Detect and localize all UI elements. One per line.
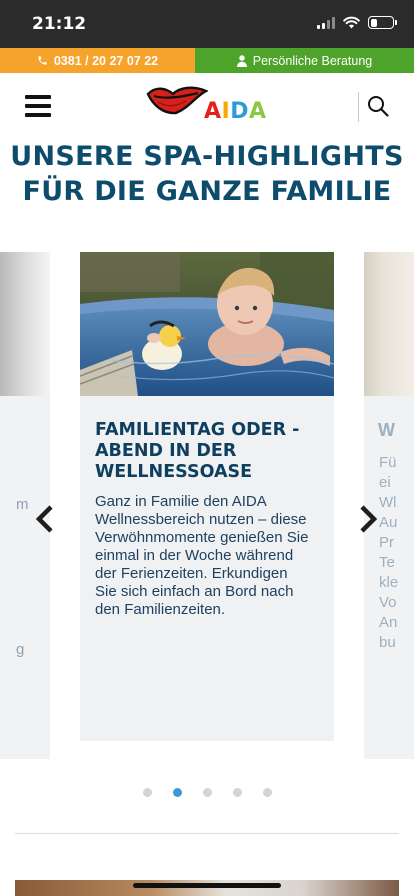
hamburger-menu-icon[interactable] (25, 95, 51, 117)
card-title-line: FAMILIENTAG ODER - (95, 420, 300, 440)
card-description-line: Sie sich einfach an Bord nach (95, 583, 294, 600)
card-title-line: ABEND IN DER (95, 441, 237, 461)
personal-advice-button[interactable] (195, 48, 414, 73)
card-description-line: einmal in der Woche während (95, 547, 294, 564)
card-image (0, 252, 50, 396)
battery-icon (368, 16, 394, 29)
page-title-line-2: FÜR DIE GANZE FAMILIE (22, 176, 392, 207)
home-indicator[interactable] (133, 883, 281, 888)
page-title-line-1: UNSERE SPA-HIGHLIGHTS (10, 141, 404, 172)
aida-logo[interactable] (146, 85, 268, 125)
pagination-dot[interactable] (233, 788, 242, 797)
card-description-line: der Ferienzeiten. Erkundigen (95, 565, 288, 582)
phone-button[interactable] (0, 48, 195, 73)
pagination-dot[interactable] (263, 788, 272, 797)
card-text-fragments: Fü ei Wl Au Pr Te kle Vo An bu (379, 454, 399, 651)
card-description-line: Wellnessbereich nutzen – diese (95, 511, 307, 528)
card-image (364, 252, 414, 396)
aida-lips-icon (146, 85, 208, 119)
phone-icon (37, 55, 48, 66)
card-description-line: den Familienzeiten. (95, 601, 226, 618)
child-in-pool-photo (80, 252, 334, 396)
card-text-fragment: g (16, 641, 25, 658)
personal-advice-label: Persönliche Beratung (252, 53, 373, 68)
card-description-line: Ganz in Familie den AIDA (95, 493, 267, 510)
carousel-pagination (0, 788, 414, 797)
carousel-card-active[interactable] (80, 252, 334, 741)
status-bar (0, 0, 414, 48)
card-description (95, 493, 325, 619)
card-title (95, 420, 320, 483)
spa-highlights-carousel (0, 252, 414, 762)
person-icon (237, 55, 247, 67)
card-image (80, 252, 334, 396)
contact-bar (0, 48, 414, 73)
search-icon[interactable] (367, 95, 389, 117)
card-description-line: Verwöhnmomente genießen Sie (95, 529, 309, 546)
header-divider (358, 92, 359, 122)
section-divider (15, 833, 399, 834)
pagination-dot[interactable] (203, 788, 212, 797)
wifi-icon (343, 16, 360, 29)
card-title-line: WELLNESSOASE (95, 462, 253, 482)
logo-wordmark: AIDA (204, 99, 267, 124)
status-icons (317, 16, 394, 29)
pagination-dot[interactable] (143, 788, 152, 797)
site-header (0, 73, 414, 139)
card-text-fragment: m (16, 496, 29, 513)
card-title-fragment: W (378, 420, 395, 440)
chevron-right-icon[interactable] (357, 504, 379, 534)
cellular-signal-icon (317, 17, 335, 29)
phone-number: 0381 / 20 27 07 22 (53, 53, 159, 68)
pagination-dot[interactable] (173, 788, 182, 797)
page-title (0, 139, 414, 209)
chevron-left-icon[interactable] (34, 504, 56, 534)
status-time: 21:12 (32, 14, 87, 34)
